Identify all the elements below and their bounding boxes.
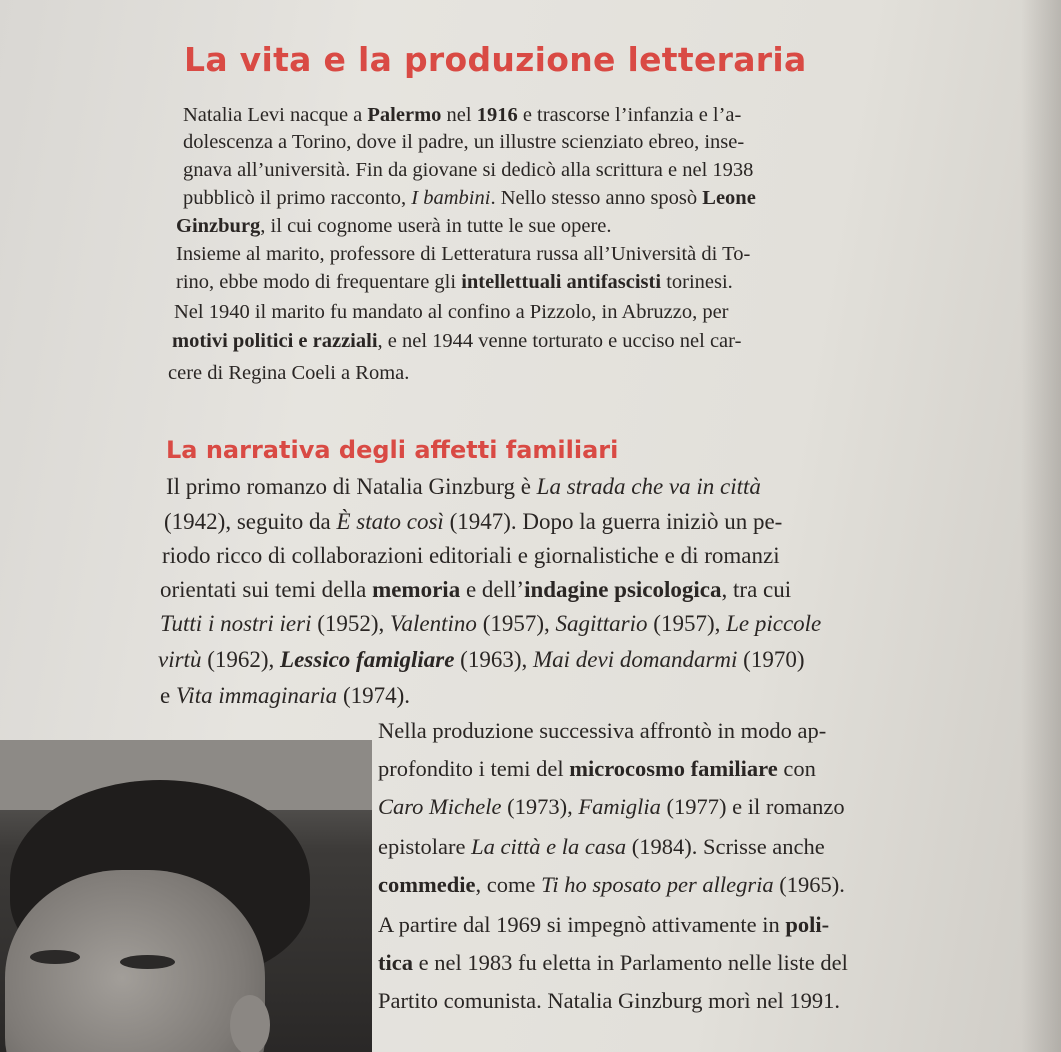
text-line: Nella produzione successiva affrontò in modo ap- bbox=[378, 718, 827, 743]
text-line: Natalia Levi nacque a Palermo nel 1916 e trascorse l’infanzia e l’a- bbox=[183, 104, 742, 126]
text-line: epistolare La città e la casa (1984). Scrisse anche bbox=[378, 834, 825, 859]
author-photo bbox=[0, 740, 372, 1052]
page-edge-shadow bbox=[1021, 0, 1061, 1052]
text-line: Il primo romanzo di Natalia Ginzburg è La strada che va in città bbox=[166, 474, 761, 499]
text-line: rino, ebbe modo di frequentare gli intellettuali antifascisti torinesi. bbox=[176, 271, 733, 293]
section-title: La vita e la produzione letteraria bbox=[184, 40, 807, 79]
photo-ear bbox=[230, 995, 270, 1052]
photo-eye bbox=[30, 950, 80, 964]
text-line: cere di Regina Coeli a Roma. bbox=[168, 362, 410, 384]
text-line: commedie, come Ti ho sposato per allegria (1965). bbox=[378, 872, 845, 897]
text-line: tica e nel 1983 fu eletta in Parlamento nelle liste del bbox=[378, 950, 848, 975]
text-line: profondito i temi del microcosmo familiare con bbox=[378, 756, 816, 781]
photo-eye bbox=[120, 955, 175, 969]
text-line: Ginzburg, il cui cognome userà in tutte le sue opere. bbox=[176, 215, 612, 237]
text-line: riodo ricco di collaborazioni editoriali e giornalistiche e di romanzi bbox=[162, 543, 780, 568]
text-line: virtù (1962), Lessico famigliare (1963), Mai devi domandarmi (1970) bbox=[158, 647, 805, 672]
text-line: Nel 1940 il marito fu mandato al confino a Pizzolo, in Abruzzo, per bbox=[174, 301, 729, 323]
text-line: dolescenza a Torino, dove il padre, un illustre scienziato ebreo, inse- bbox=[183, 131, 745, 153]
text-line: e Vita immaginaria (1974). bbox=[160, 683, 411, 708]
text-line: Insieme al marito, professore di Letteratura russa all’Università di To- bbox=[176, 243, 751, 265]
text-line: Partito comunista. Natalia Ginzburg morì nel 1991. bbox=[378, 988, 840, 1013]
text-line: (1942), seguito da È stato così (1947). Dopo la guerra iniziò un pe- bbox=[164, 509, 783, 534]
text-line: gnava all’università. Fin da giovane si dedicò alla scrittura e nel 1938 bbox=[183, 159, 754, 181]
text-line: pubblicò il primo racconto, I bambini. Nello stesso anno sposò Leone bbox=[183, 187, 756, 209]
text-line: motivi politici e razziali, e nel 1944 venne torturato e ucciso nel car- bbox=[172, 330, 742, 352]
text-line: orientati sui temi della memoria e dell’indagine psicologica, tra cui bbox=[160, 577, 792, 602]
text-line: Tutti i nostri ieri (1952), Valentino (1957), Sagittario (1957), Le piccole bbox=[160, 611, 822, 636]
text-line: Caro Michele (1973), Famiglia (1977) e il romanzo bbox=[378, 794, 845, 819]
text-line: A partire dal 1969 si impegnò attivamente in poli- bbox=[378, 912, 830, 937]
subsection-title: La narrativa degli affetti familiari bbox=[166, 436, 619, 464]
